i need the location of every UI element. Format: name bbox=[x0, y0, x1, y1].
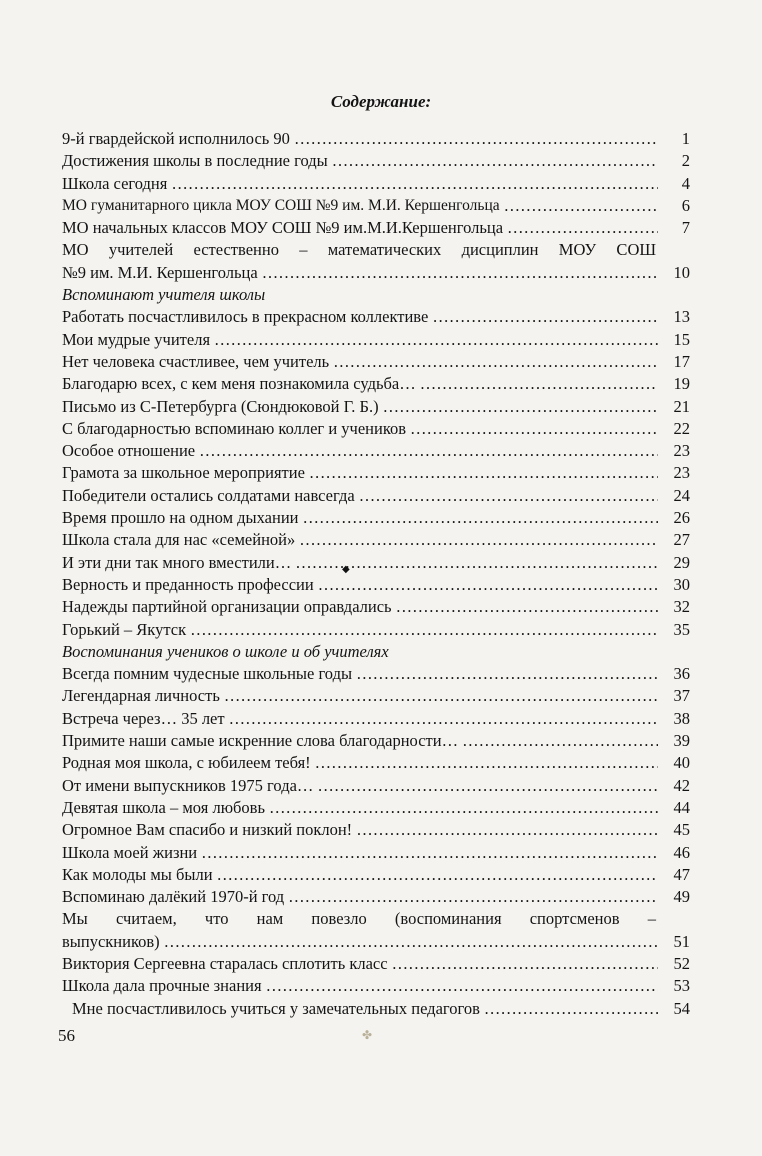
toc-page-number: 49 bbox=[673, 887, 690, 907]
dot-leader bbox=[432, 306, 658, 328]
dot-leader bbox=[396, 596, 658, 618]
toc-section-heading: Воспоминания учеников о школе и об учителях bbox=[62, 641, 389, 661]
dot-leader bbox=[315, 752, 658, 774]
toc-entry bbox=[62, 529, 690, 551]
toc-entry-line1 bbox=[62, 239, 690, 261]
dot-leader bbox=[229, 708, 658, 730]
toc-page-number: 15 bbox=[673, 329, 690, 349]
toc-entry bbox=[62, 418, 690, 440]
toc-entry bbox=[62, 552, 690, 574]
toc-entry bbox=[62, 819, 690, 841]
toc-entry-title: Работать посчастливилось в прекрасном коллективе bbox=[62, 307, 429, 327]
dot-leader bbox=[332, 150, 658, 172]
toc-entry bbox=[62, 797, 690, 819]
toc-entry-title: Школа стала для нас «семейной» bbox=[62, 530, 296, 550]
toc-entry bbox=[62, 351, 690, 373]
dot-leader bbox=[199, 440, 658, 462]
toc-page-number: 26 bbox=[673, 508, 690, 528]
toc-page-number: 38 bbox=[673, 708, 690, 728]
dot-leader bbox=[269, 797, 658, 819]
dot-leader bbox=[383, 396, 658, 418]
toc-entry-line1 bbox=[62, 908, 690, 930]
dot-leader bbox=[356, 663, 658, 685]
toc-entry-title: Родная моя школа, с юбилеем тебя! bbox=[62, 753, 311, 773]
toc-entry-title: Огромное Вам спасибо и низкий поклон! bbox=[62, 820, 353, 840]
toc-entry bbox=[62, 775, 690, 797]
toc-page-number: 35 bbox=[673, 619, 690, 639]
toc-entry bbox=[62, 619, 690, 641]
toc-section-heading: Вспоминают учителя школы bbox=[62, 285, 266, 305]
toc-page-number: 23 bbox=[673, 463, 690, 483]
dot-leader bbox=[410, 418, 658, 440]
toc-entry bbox=[62, 173, 690, 195]
dot-leader bbox=[224, 685, 658, 707]
toc-page-number: 27 bbox=[673, 530, 690, 550]
toc-page-number: 32 bbox=[673, 597, 690, 617]
toc-page-number: 7 bbox=[681, 218, 690, 238]
toc-entry-title: Школа моей жизни bbox=[62, 842, 198, 862]
toc-entry-title: Школа сегодня bbox=[62, 173, 168, 193]
dot-leader bbox=[317, 775, 658, 797]
toc-entry bbox=[62, 953, 690, 975]
toc-entry bbox=[62, 998, 690, 1020]
toc-entry-title: Примите наши самые искренние слова благодарности… bbox=[62, 731, 459, 751]
dot-leader bbox=[171, 173, 658, 195]
toc-entry bbox=[62, 150, 690, 172]
toc-entry-title: Победители остались солдатами навсегда bbox=[62, 485, 355, 505]
toc-entry-title: С благодарностью вспоминаю коллег и учеников bbox=[62, 418, 407, 438]
toc-page-number: 30 bbox=[673, 574, 690, 594]
toc-entry-title: Вспоминаю далёкий 1970-й год bbox=[62, 887, 285, 907]
toc-entry-title: Легендарная личность bbox=[62, 686, 220, 706]
dot-leader bbox=[214, 329, 658, 351]
toc-page-number: 42 bbox=[673, 775, 690, 795]
dot-leader bbox=[359, 485, 658, 507]
toc-entry bbox=[62, 886, 690, 908]
dot-leader bbox=[201, 842, 658, 864]
dot-leader bbox=[507, 217, 658, 239]
dot-leader bbox=[484, 998, 658, 1020]
toc-entry-title: МО гуманитарного цикла МОУ СОШ №9 им. М.И. Кершенгольца bbox=[62, 196, 500, 214]
toc-entry bbox=[62, 462, 690, 484]
toc-entry-title: Благодарю всех, с кем меня познакомила судьба… bbox=[62, 374, 416, 394]
toc-page-number: 17 bbox=[673, 351, 690, 371]
dot-leader bbox=[288, 886, 658, 908]
toc-page-number: 24 bbox=[673, 485, 690, 505]
toc-entry bbox=[62, 373, 690, 395]
toc-entry-title: Мои мудрые учителя bbox=[62, 329, 211, 349]
dot-leader bbox=[262, 262, 658, 284]
toc-page-number: 4 bbox=[681, 173, 690, 193]
toc-entry-title: Грамота за школьное мероприятие bbox=[62, 463, 305, 483]
dot-leader bbox=[309, 462, 658, 484]
toc-entry-title: Письмо из С-Петербурга (Сюндюковой Г. Б.) bbox=[62, 396, 379, 416]
toc-page-number: 23 bbox=[673, 441, 690, 461]
toc-entry-title: И эти дни так много вместили… bbox=[62, 552, 292, 572]
toc-entry bbox=[62, 217, 690, 239]
toc-entry bbox=[62, 708, 690, 730]
toc-page-number: 19 bbox=[673, 374, 690, 394]
toc-entry bbox=[62, 931, 690, 953]
toc-entry-title: №9 им. М.И. Кершенгольца bbox=[62, 262, 258, 282]
dot-leader bbox=[318, 574, 658, 596]
toc-entry bbox=[62, 730, 690, 752]
toc-entry-title: Достижения школы в последние годы bbox=[62, 151, 328, 171]
dot-leader bbox=[333, 351, 658, 373]
dot-leader bbox=[164, 931, 658, 953]
toc-entry bbox=[62, 663, 690, 685]
toc-entry-title: выпускников) bbox=[62, 931, 160, 951]
toc-entry bbox=[62, 507, 690, 529]
printing-speck-icon: ◆ bbox=[342, 564, 350, 575]
toc-entry-title: МО учителей естественно – математических дисциплин МОУ СОШ bbox=[62, 240, 656, 260]
dot-leader bbox=[356, 819, 658, 841]
toc-page-number: 6 bbox=[681, 195, 690, 215]
toc-page-number: 52 bbox=[673, 953, 690, 973]
toc-entry-title: Время прошло на одном дыхании bbox=[62, 508, 299, 528]
toc-page-number: 36 bbox=[673, 664, 690, 684]
toc-entry-title: Горький – Якутск bbox=[62, 619, 187, 639]
toc-entry bbox=[62, 752, 690, 774]
toc-entry bbox=[62, 864, 690, 886]
dot-leader bbox=[504, 195, 658, 217]
toc-entry bbox=[62, 596, 690, 618]
page-title: Содержание: bbox=[330, 92, 432, 111]
toc-entry-title: Встреча через… 35 лет bbox=[62, 708, 225, 728]
toc-entry bbox=[62, 574, 690, 596]
dot-leader bbox=[266, 975, 658, 997]
toc-entry-title: От имени выпускников 1975 года… bbox=[62, 775, 314, 795]
toc-page-number: 51 bbox=[673, 931, 690, 951]
toc-entry-title: Нет человека счастливее, чем учитель bbox=[62, 351, 330, 371]
toc-entry-title: Мы считаем, что нам повезло (воспоминания спортсменов – bbox=[62, 909, 656, 929]
dot-leader bbox=[303, 507, 659, 529]
page-number: 56 bbox=[58, 1026, 75, 1045]
dot-leader bbox=[190, 619, 658, 641]
toc-entry-title: Особое отношение bbox=[62, 441, 196, 461]
toc-entry-title: МО начальных классов МОУ СОШ №9 им.М.И.Кершенгольца bbox=[62, 218, 504, 238]
toc-page-number: 22 bbox=[673, 418, 690, 438]
dot-leader bbox=[462, 730, 658, 752]
toc-page-number: 13 bbox=[673, 307, 690, 327]
toc-page-number: 45 bbox=[673, 820, 690, 840]
toc-entry bbox=[62, 485, 690, 507]
toc-page-number: 54 bbox=[673, 998, 690, 1018]
toc-page-number: 2 bbox=[681, 151, 690, 171]
toc-page-number: 47 bbox=[673, 864, 690, 884]
toc-entry bbox=[62, 262, 690, 284]
toc-entry bbox=[62, 396, 690, 418]
toc-entry-title: Надежды партийной организации оправдались bbox=[62, 597, 392, 617]
toc-entry bbox=[62, 975, 690, 997]
toc-page-number: 40 bbox=[673, 753, 690, 773]
toc-entry bbox=[62, 128, 690, 150]
toc-page-number: 44 bbox=[673, 797, 690, 817]
dot-leader bbox=[217, 864, 658, 886]
toc-page-number: 39 bbox=[673, 731, 690, 751]
toc-entry-title: 9-й гвардейской исполнилось 90 bbox=[62, 129, 290, 148]
toc-entry-title: Виктория Сергеевна старалась сплотить класс bbox=[62, 953, 388, 973]
toc-entry-title: Школа дала прочные знания bbox=[62, 976, 262, 996]
dot-leader bbox=[420, 373, 658, 395]
toc-entry-title: Девятая школа – моя любовь bbox=[62, 797, 265, 817]
toc-entry bbox=[62, 440, 690, 462]
toc-entry-title: Как молоды мы были bbox=[62, 864, 213, 884]
table-of-contents bbox=[62, 128, 690, 1020]
toc-page-number: 46 bbox=[673, 842, 690, 862]
dot-leader bbox=[392, 953, 658, 975]
toc-entry bbox=[62, 842, 690, 864]
toc-entry-title: Всегда помним чудесные школьные годы bbox=[62, 664, 353, 684]
toc-entry-title: Верность и преданность профессии bbox=[62, 574, 314, 594]
toc-entry bbox=[62, 329, 690, 351]
toc-page-number: 21 bbox=[673, 396, 690, 416]
toc-page-number: 1 bbox=[681, 129, 690, 148]
toc-page-number: 10 bbox=[673, 262, 690, 282]
toc-page-number: 37 bbox=[673, 686, 690, 706]
toc-page-number: 53 bbox=[673, 976, 690, 996]
toc-page-number: 29 bbox=[673, 552, 690, 572]
dot-leader bbox=[294, 128, 658, 150]
dot-leader bbox=[299, 529, 658, 551]
toc-entry bbox=[62, 195, 690, 217]
toc-entry bbox=[62, 685, 690, 707]
toc-entry bbox=[62, 306, 690, 328]
toc-entry-title: Мне посчастливилось учиться у замечательных педагогов bbox=[72, 998, 480, 1018]
ornament-icon: ✤ bbox=[362, 1028, 373, 1042]
